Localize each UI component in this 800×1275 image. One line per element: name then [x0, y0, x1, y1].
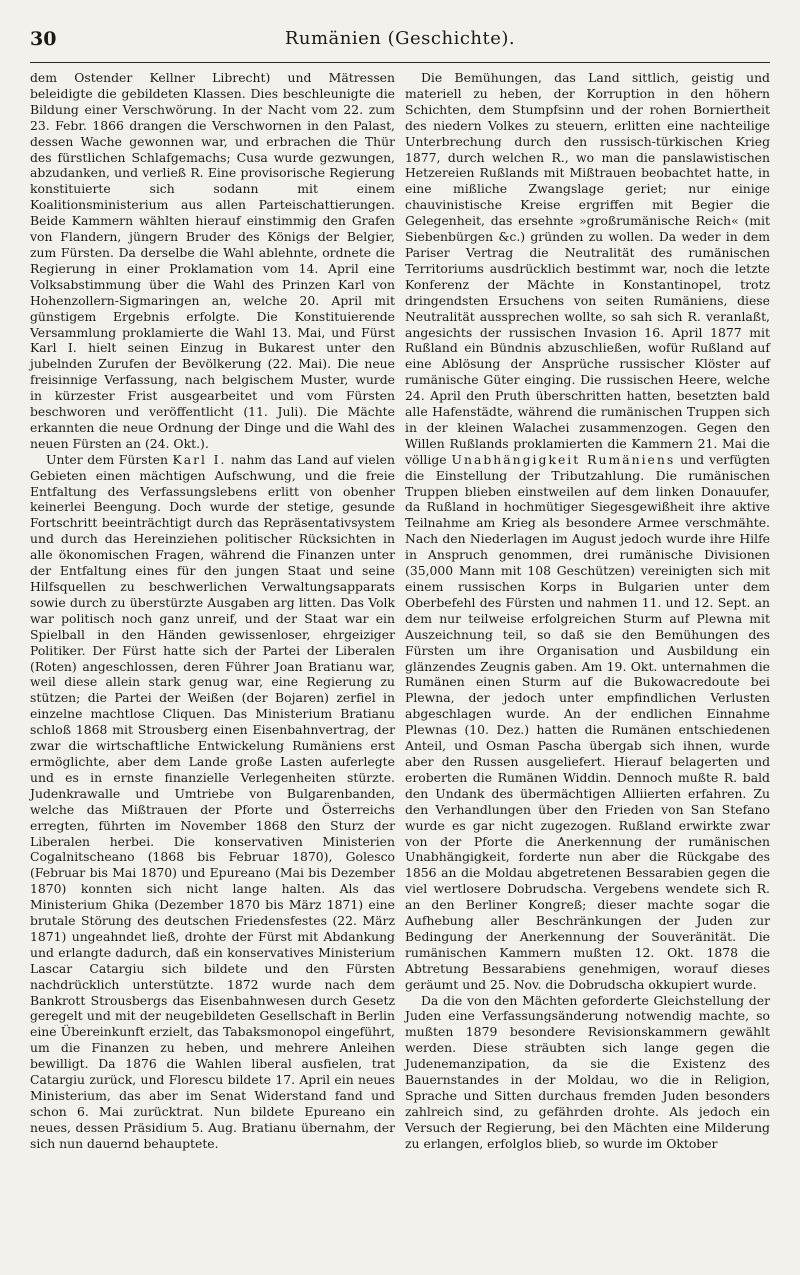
- paragraph: Da die von den Mächten geforderte Gleichstellung der Juden eine Verfassungsänderung notwendig machte, so mußten 1879 besondere Revisionskammern gewählt werden. Diese sträubten sich lange gegen die Judenemanzipation, da sie die Existenz des Bauernstandes in der Moldau, wo die in Religion, Sprache und Sitten durchaus fremden Juden besonders zahlreich sind, zu gefährden drohte. Als jedoch ein Versuch der Regierung, bei den Mächten eine Milderung zu erlangen, erfolglos blieb, so wurde im Oktober: [405, 992, 770, 1151]
- running-title: Rumänien (Geschichte).: [284, 28, 516, 49]
- header-rule: [30, 62, 770, 63]
- text-run: nahm das Land auf vielen Gebieten einen mächtigen Aufschwung, und die freie Entfaltung des Verfassungslebens erlitt von obenher keinerlei Beengung. Doch wurde der stetige, gesunde Fortschritt beeinträchtigt durch das Repräsentativsystem und durch das Hereinziehen politischer Rücksichten in alle ökonomischen Fragen, während die Finanzen unter der Entfaltung eines für den jungen Staat und seine Hilfsquellen zu beschwerlichen Verwaltungsapparats sowie durch zu überstürzte Ausgaben arg litten. Das Volk war politisch noch ganz unreif, und der Staat war ein Spielball in den Händen gewissenloser, ehrgeiziger Politiker. Der Fürst hatte sich der Partei der Liberalen (Roten) angeschlossen, deren Führer Joan Bratianu war, weil diese allein stark genug war, eine Regierung zu stützen; die Partei der Weißen (der Bojaren) zerfiel in einzelne machtlose Cliquen. Das Ministerium Bratianu schloß 1868 mit Strousberg einen Eisenbahnvertrag, der zwar die wirtschaftliche Entwickelung Rumäniens erst ermöglichte, aber dem Lande große Lasten auferlegte und es in ernste finanzielle Verlegenheiten stürzte. Judenkrawalle und Umtriebe von Bulgarenbanden, welche das Mißtrauen der Pforte und Österreichs erregten, führten im November 1868 den Sturz der Liberalen herbei. Die konservativen Ministerien Cogalnitscheano (1868 bis Februar 1870), Golesco (Februar bis Mai 1870) und Epureano (Mai bis Dezember 1870) konnten sich nicht lange halten. Als das Ministerium Ghika (Dezember 1870 bis März 1871) eine brutale Störung des deutschen Friedensfestes (22. März 1871) ungeahndet ließ, drohte der Fürst mit Abdankung und erlangte dadurch, daß ein konservatives Ministerium Lascar Catargiu sich bildete und den Fürsten nachdrücklich unterstützte. 1872 wurde nach dem Bankrott Strousbergs das Eisenbahnwesen durch Gesetz geregelt und mit der neugebildeten Gesellschaft in Berlin eine Übereinkunft erzielt, das Tabaksmonopol eingeführt, um die Finanzen zu heben, und mehrere Anleihen bewilligt. Da 1876 die Wahlen liberal ausfielen, trat Catargiu zurück, und Florescu bildete 17. April ein neues Ministerium, das aber im Senat Widerstand fand und schon 6. Mai zurücktrat. Nun bildete Epureano ein neues, dessen Präsidium 5. Aug. Bratianu übernahm, der sich nun dauernd behauptete.: [30, 451, 395, 1151]
- emphasized-name: Karl I.: [172, 451, 227, 467]
- paragraph: [30, 452, 395, 1152]
- text-run: und verfügten die Einstellung der Tributzahlung. Die rumänischen Truppen blieben einstweilen auf dem linken Donauufer, da Rußland in hochmütiger Siegesgewißheit ihre aktive Teilnahme am Krieg als besondere Armee verschmähte. Nach den Niederlagen im August jedoch wurde ihre Hilfe in Anspruch genommen, drei rumänische Divisionen (35,000 Mann mit 108 Geschützen) vereinigten sich mit einem russischen Korps in Bulgarien unter dem Oberbefehl des Fürsten und nahmen 11. und 12. Sept. an dem nur teilweise erfolgreichen Sturm auf Plewna mit Auszeichnung teil, so daß sie den Bemühungen des Fürsten um ihre Organisation und Ausbildung ein glänzendes Zeugnis gaben. Am 19. Okt. unternahmen die Rumänen einen Sturm auf die Bukowacredoute bei Plewna, der jedoch unter empfindlichen Verlusten abgeschlagen wurde. An der endlichen Einnahme Plewnas (10. Dez.) hatten die Rumänen entschiedenen Anteil, und Osman Pascha übergab sich ihnen, wurde aber den Russen ausgeliefert. Hierauf belagerten und eroberten die Rumänen Widdin. Dennoch mußte R. bald den Undank des übermächtigen Alliierten erfahren. Zu den Verhandlungen über den Frieden von San Stefano wurde es gar nicht zugezogen. Rußland erwirkte zwar von der Pforte die Anerkennung der rumänischen Unabhängigkeit, forderte nun aber die Rückgabe des 1856 an die Moldau abgetretenen Bessarabien gegen die viel wertlosere Dobrudscha. Vergebens wendete sich R. an den Berliner Kongreß; dieser machte sogar die Aufhebung aller Beschränkungen der Juden zur Bedingung der Anerkennung der Souveränität. Die rumänischen Kammern mußten 12. Okt. 1878 die Abtretung Bessarabiens genehmigen, worauf dieses geräumt und 25. Nov. die Dobrudscha okkupiert wurde.: [405, 451, 770, 992]
- page-header: [30, 28, 770, 58]
- text-run: Unter dem Fürsten: [46, 451, 173, 467]
- right-column: [405, 70, 770, 1152]
- paragraph: [405, 70, 770, 993]
- page-number: 30: [30, 28, 57, 50]
- text-run: Die Bemühungen, das Land sittlich, geistig und materiell zu heben, der Korruption in den höhern Schichten, dem Stumpfsinn und der rohen Borniertheit des niedern Volkes zu steuern, erlitten eine nachteilige Unterbrechung durch den russisch-türkischen Krieg 1877, durch welchen R., wo man die panslawistischen Hetzereien Rußlands mit Mißtrauen beobachtet hatte, in eine mißliche Zwangslage geriet; nur einige chauvinistische Kreise ergriffen mit Begier die Gelegenheit, das ersehnte »großrumänische Reich« (mit Siebenbürgen &c.) gründen zu wollen. Da weder in dem Pariser Vertrag die Neutralität des rumänischen Territoriums ausdrücklich bestimmt war, noch die letzte Konferenz der Mächte in Konstantinopel, trotz dringendsten Ersuchens von seiten Rumäniens, diese Neutralität aussprechen wollte, so sah sich R. veranlaßt, angesichts der russischen Invasion 16. April 1877 mit Rußland ein Bündnis abzuschließen, wofür Rußland auf eine Ablösung der Ansprüche russischer Klöster auf rumänische Güter einging. Die russischen Heere, welche 24. April den Pruth überschritten hatten, besetzten bald alle Hafenstädte, während die rumänischen Truppen sich in der kleinen Walachei zusammenzogen. Gegen den Willen Rußlands proklamierten die Kammern 21. Mai die völlige: [405, 70, 770, 467]
- paragraph: dem Ostender Kellner Librecht) und Mätressen beleidigte die gebildeten Klassen. Dies beschleunigte die Bildung einer Verschwörung. In der Nacht vom 22. zum 23. Febr. 1866 drangen die Verschwornen in den Palast, dessen Wache gewonnen war, und erbrachen die Thür des fürstlichen Schlafgemachs; Cusa wurde gezwungen, abzudanken, und verließ R. Eine provisorische Regierung konstituierte sich sodann mit einem Koalitionsministerium aus allen Parteischattierungen. Beide Kammern wählten hierauf einstimmig den Grafen von Flandern, jüngern Bruder des Königs der Belgier, zum Fürsten. Da derselbe die Wahl ablehnte, ordnete die Regierung in einer Proklamation vom 14. April eine Volksabstimmung über die Wahl des Prinzen Karl von Hohenzollern-Sigmaringen an, welche 20. April mit günstigem Ergebnis erfolgte. Die Konstituierende Versammlung proklamierte die Wahl 13. Mai, und Fürst Karl I. hielt seinen Einzug in Bukarest unter den jubelnden Zurufen der Bevölkerung (22. Mai). Die neue freisinnige Verfassung, nach belgischem Muster, wurde in kürzester Frist ausgearbeitet und vom Fürsten beschworen und veröffentlicht (11. Juli). Die Mächte erkannten die neue Ordnung der Dinge und die Wahl des neuen Fürsten an (24. Okt.).: [30, 70, 395, 451]
- left-column: [30, 70, 395, 1152]
- emphasized-phrase: Unabhängigkeit Rumäniens: [451, 451, 676, 467]
